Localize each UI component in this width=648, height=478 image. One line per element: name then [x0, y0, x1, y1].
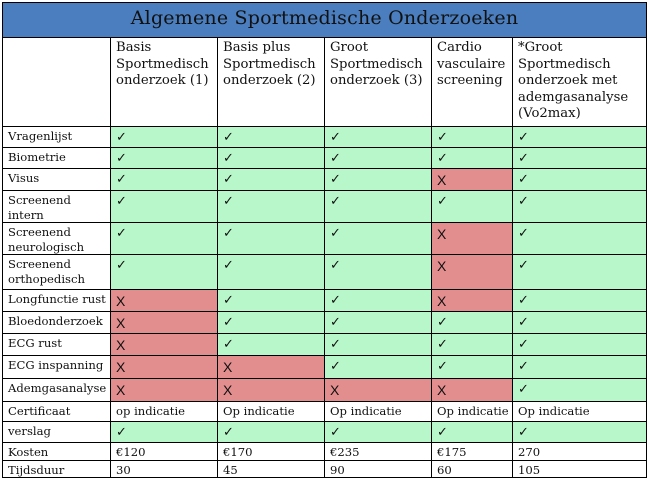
row-label: Biometrie [3, 148, 111, 169]
column-header-cardio: Cardio vasculaire screening [432, 38, 513, 127]
table-row [3, 402, 647, 422]
column-header-groot-vo2max: *Groot Sportmedisch onderzoek met ademgasanalyse (Vo2max) [513, 38, 647, 127]
cell-yes [513, 148, 647, 169]
cell-text: Op indicatie [325, 402, 432, 422]
cell-no [432, 290, 513, 312]
check-icon: ✓ [116, 151, 127, 166]
check-icon: ✓ [518, 194, 529, 209]
cell-text: Op indicatie [218, 402, 325, 422]
cell-yes [432, 422, 513, 443]
check-icon: ✓ [437, 337, 448, 352]
cell-no [111, 379, 218, 402]
table-row [3, 334, 647, 356]
check-icon: ✓ [223, 130, 234, 145]
check-icon: ✓ [330, 194, 341, 209]
check-icon: ✓ [116, 194, 127, 209]
cell-yes [111, 191, 218, 223]
table-row [3, 191, 647, 223]
cell-yes [218, 191, 325, 223]
cross-icon: X [437, 258, 447, 274]
cross-icon: X [116, 293, 126, 309]
cross-icon: X [116, 382, 126, 398]
cell-yes [513, 356, 647, 379]
cell-yes [325, 312, 432, 334]
cell-yes [218, 312, 325, 334]
cell-yes [218, 334, 325, 356]
column-header-basis-plus: Basis plus Sportmedisch onderzoek (2) [218, 38, 325, 127]
row-label: Certificaat [3, 402, 111, 422]
cell-yes [218, 422, 325, 443]
row-label: Screenend orthopedisch [3, 255, 111, 290]
cell-yes [325, 290, 432, 312]
table-row [3, 379, 647, 402]
row-label: ECG inspanning [3, 356, 111, 379]
column-header-row [3, 38, 647, 127]
check-icon: ✓ [518, 130, 529, 145]
check-icon: ✓ [223, 151, 234, 166]
row-label: Ademgasanalyse [3, 379, 111, 402]
cell-yes [325, 191, 432, 223]
cell-yes [111, 169, 218, 191]
check-icon: ✓ [223, 172, 234, 187]
table-row [3, 255, 647, 290]
check-icon: ✓ [330, 425, 341, 440]
cell-yes [513, 191, 647, 223]
table-row [3, 127, 647, 148]
check-icon: ✓ [330, 315, 341, 330]
cell-no [111, 312, 218, 334]
cross-icon: X [116, 337, 126, 353]
table-title: Algemene Sportmedische Onderzoeken [3, 3, 647, 38]
cell-price: €120 [111, 443, 218, 461]
cell-yes [111, 255, 218, 290]
cell-no [111, 290, 218, 312]
cross-icon: X [330, 382, 340, 398]
cell-yes [218, 127, 325, 148]
cell-yes [325, 334, 432, 356]
check-icon: ✓ [223, 315, 234, 330]
check-icon: ✓ [330, 337, 341, 352]
cross-icon: X [223, 382, 233, 398]
table-row [3, 422, 647, 443]
row-label: Screenend intern [3, 191, 111, 223]
column-header-groot: Groot Sportmedisch onderzoek (3) [325, 38, 432, 127]
table-row [3, 148, 647, 169]
check-icon: ✓ [518, 359, 529, 374]
cell-no [432, 223, 513, 255]
check-icon: ✓ [518, 382, 529, 397]
check-icon: ✓ [518, 151, 529, 166]
check-icon: ✓ [437, 130, 448, 145]
corner-cell [3, 38, 111, 127]
cell-price: €170 [218, 443, 325, 461]
check-icon: ✓ [518, 425, 529, 440]
table-row [3, 290, 647, 312]
table-row [3, 356, 647, 379]
check-icon: ✓ [518, 337, 529, 352]
check-icon: ✓ [330, 359, 341, 374]
cell-yes [218, 255, 325, 290]
cell-yes [513, 255, 647, 290]
cross-icon: X [223, 359, 233, 375]
cell-yes [432, 191, 513, 223]
check-icon: ✓ [223, 226, 234, 241]
cell-price: 270 [513, 443, 647, 461]
row-label: Kosten [3, 443, 111, 461]
cell-yes [218, 148, 325, 169]
row-label: Longfunctie rust [3, 290, 111, 312]
check-icon: ✓ [223, 194, 234, 209]
table-row [3, 169, 647, 191]
cell-yes [325, 223, 432, 255]
check-icon: ✓ [518, 172, 529, 187]
check-icon: ✓ [223, 337, 234, 352]
check-icon: ✓ [116, 130, 127, 145]
check-icon: ✓ [437, 151, 448, 166]
check-icon: ✓ [116, 226, 127, 241]
cross-icon: X [437, 226, 447, 242]
cell-no [432, 379, 513, 402]
row-label: ECG rust [3, 334, 111, 356]
cell-yes [325, 127, 432, 148]
check-icon: ✓ [116, 258, 127, 273]
table-row [3, 460, 647, 478]
cell-no [111, 356, 218, 379]
check-icon: ✓ [330, 258, 341, 273]
table-row [3, 223, 647, 255]
cell-duration: 30 [111, 460, 218, 478]
cross-icon: X [116, 315, 126, 331]
check-icon: ✓ [518, 258, 529, 273]
check-icon: ✓ [330, 130, 341, 145]
cell-yes [432, 334, 513, 356]
check-icon: ✓ [437, 315, 448, 330]
cell-yes [325, 169, 432, 191]
cell-text: Op indicatie [513, 402, 647, 422]
table-row [3, 312, 647, 334]
cross-icon: X [116, 359, 126, 375]
row-label: Bloedonderzoek [3, 312, 111, 334]
row-label: Tijdsduur [3, 460, 111, 478]
cell-yes [111, 148, 218, 169]
cell-yes [325, 422, 432, 443]
row-label: Visus [3, 169, 111, 191]
check-icon: ✓ [223, 258, 234, 273]
check-icon: ✓ [330, 293, 341, 308]
row-label: verslag [3, 422, 111, 443]
cell-yes [513, 379, 647, 402]
cell-duration: 60 [432, 460, 513, 478]
check-icon: ✓ [330, 172, 341, 187]
cell-yes [218, 290, 325, 312]
cell-duration: 105 [513, 460, 647, 478]
cell-no [218, 379, 325, 402]
cell-duration: 90 [325, 460, 432, 478]
cell-text: op indicatie [111, 402, 218, 422]
cell-yes [111, 223, 218, 255]
cell-yes [513, 422, 647, 443]
table-row [3, 443, 647, 461]
cell-duration: 45 [218, 460, 325, 478]
check-icon: ✓ [116, 172, 127, 187]
cross-icon: X [437, 172, 447, 188]
column-header-basis: Basis Sportmedisch onderzoek (1) [111, 38, 218, 127]
cell-yes [325, 148, 432, 169]
cell-no [432, 255, 513, 290]
check-icon: ✓ [437, 425, 448, 440]
cell-yes [513, 334, 647, 356]
cell-yes [513, 127, 647, 148]
sport-exam-comparison-table [2, 2, 647, 478]
cell-price: €175 [432, 443, 513, 461]
cell-no [432, 169, 513, 191]
row-label: Vragenlijst [3, 127, 111, 148]
cross-icon: X [437, 382, 447, 398]
check-icon: ✓ [330, 151, 341, 166]
check-icon: ✓ [223, 425, 234, 440]
cell-yes [325, 255, 432, 290]
check-icon: ✓ [518, 293, 529, 308]
cell-yes [432, 312, 513, 334]
cross-icon: X [437, 293, 447, 309]
check-icon: ✓ [116, 425, 127, 440]
cell-text: Op indicatie [432, 402, 513, 422]
check-icon: ✓ [330, 226, 341, 241]
cell-yes [432, 356, 513, 379]
cell-price: €235 [325, 443, 432, 461]
cell-yes [513, 312, 647, 334]
check-icon: ✓ [518, 226, 529, 241]
cell-no [111, 334, 218, 356]
cell-no [325, 379, 432, 402]
cell-yes [325, 356, 432, 379]
cell-yes [513, 290, 647, 312]
check-icon: ✓ [437, 359, 448, 374]
cell-yes [111, 422, 218, 443]
check-icon: ✓ [437, 194, 448, 209]
cell-yes [218, 169, 325, 191]
cell-no [218, 356, 325, 379]
row-label: Screenend neurologisch [3, 223, 111, 255]
check-icon: ✓ [223, 293, 234, 308]
cell-yes [513, 169, 647, 191]
cell-yes [432, 127, 513, 148]
cell-yes [218, 223, 325, 255]
cell-yes [111, 127, 218, 148]
check-icon: ✓ [518, 315, 529, 330]
cell-yes [432, 148, 513, 169]
cell-yes [513, 223, 647, 255]
